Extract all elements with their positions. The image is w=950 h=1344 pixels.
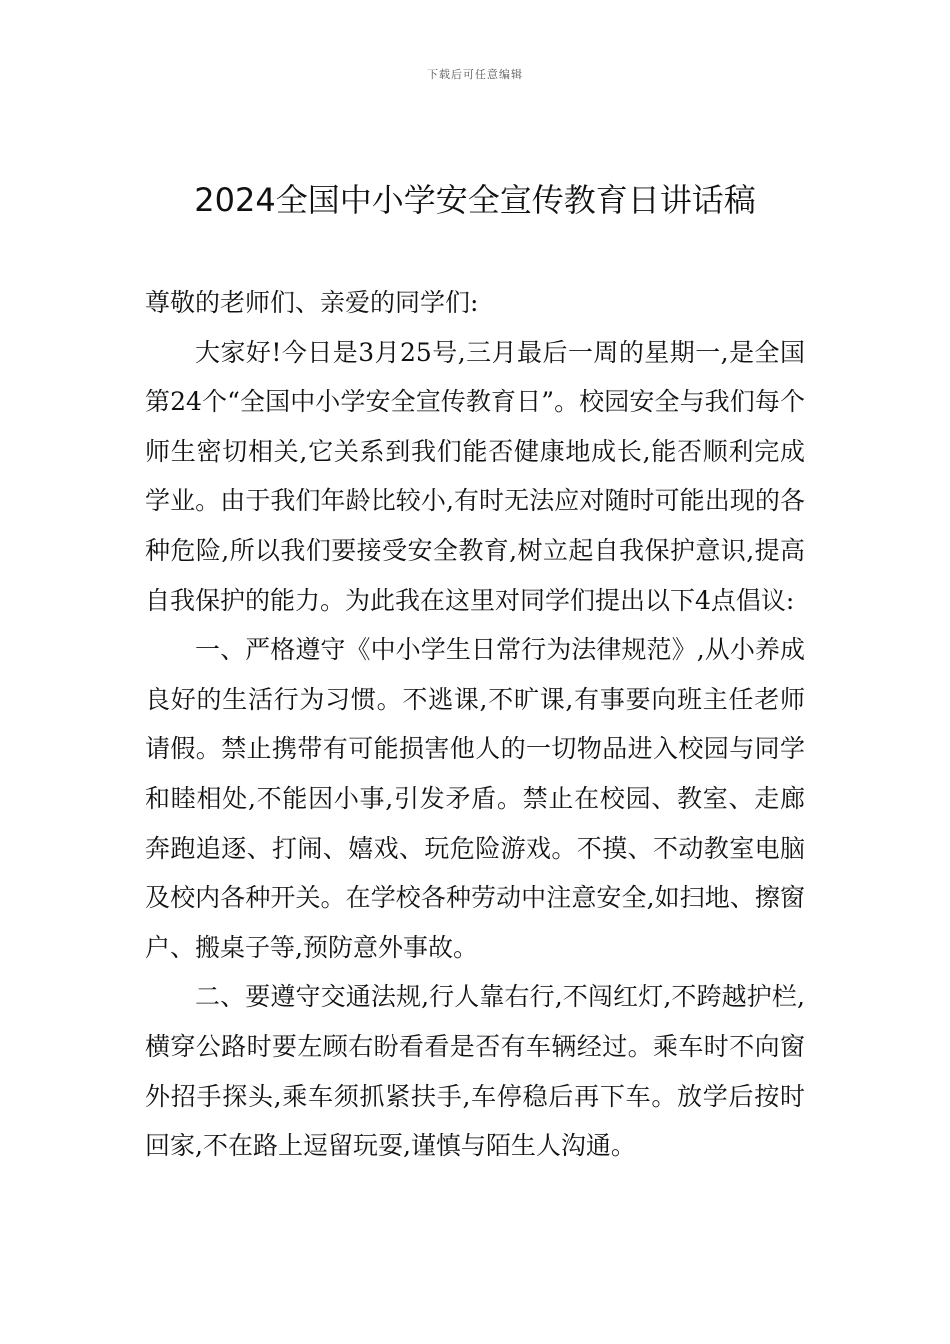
document-title: 2024全国中小学安全宣传教育日讲话稿	[194, 181, 756, 219]
paragraph-intro: 大家好!今日是3月25号,三月最后一周的星期一,是全国第24个“全国中小学安全宣传教育日”。校园安全与我们每个师生密切相关,它关系到我们能否健康地成长,能否顺利完成学业。由于我们年龄比较小,有时无法应对随时可能出现的各种危险,所以我们要接受安全教育,树立起自我保护意识,提高自我保护的能力。为此我在这里对同学们提出以下4点倡议:	[145, 337, 805, 615]
salutation: 尊敬的老师们、亲爱的同学们:	[145, 288, 479, 317]
document-body	[145, 278, 805, 1171]
paragraph-point-1: 一、严格遵守《中小学生日常行为法律规范》,从小养成良好的生活行为习惯。不逃课,不旷课,有事要向班主任老师请假。禁止携带有可能损害他人的一切物品进入校园与同学和睦相处,不能因小事,引发矛盾。禁止在校园、教室、走廊奔跑追逐、打闹、嬉戏、玩危险游戏。不摸、不动教室电脑及校内各种开关。在学校各种劳动中注意安全,如扫地、擦窗户、搬桌子等,预防意外事故。	[145, 635, 805, 962]
header-note: 下载后可任意编辑	[427, 68, 523, 81]
paragraph-point-2: 二、要遵守交通法规,行人靠右行,不闯红灯,不跨越护栏,横穿公路时要左顾右盼看看是否有车辆经过。乘车时不向窗外招手探头,乘车须抓紧扶手,车停稳后再下车。放学后按时回家,不在路上逗留玩耍,谨慎与陌生人沟通。	[145, 982, 805, 1161]
